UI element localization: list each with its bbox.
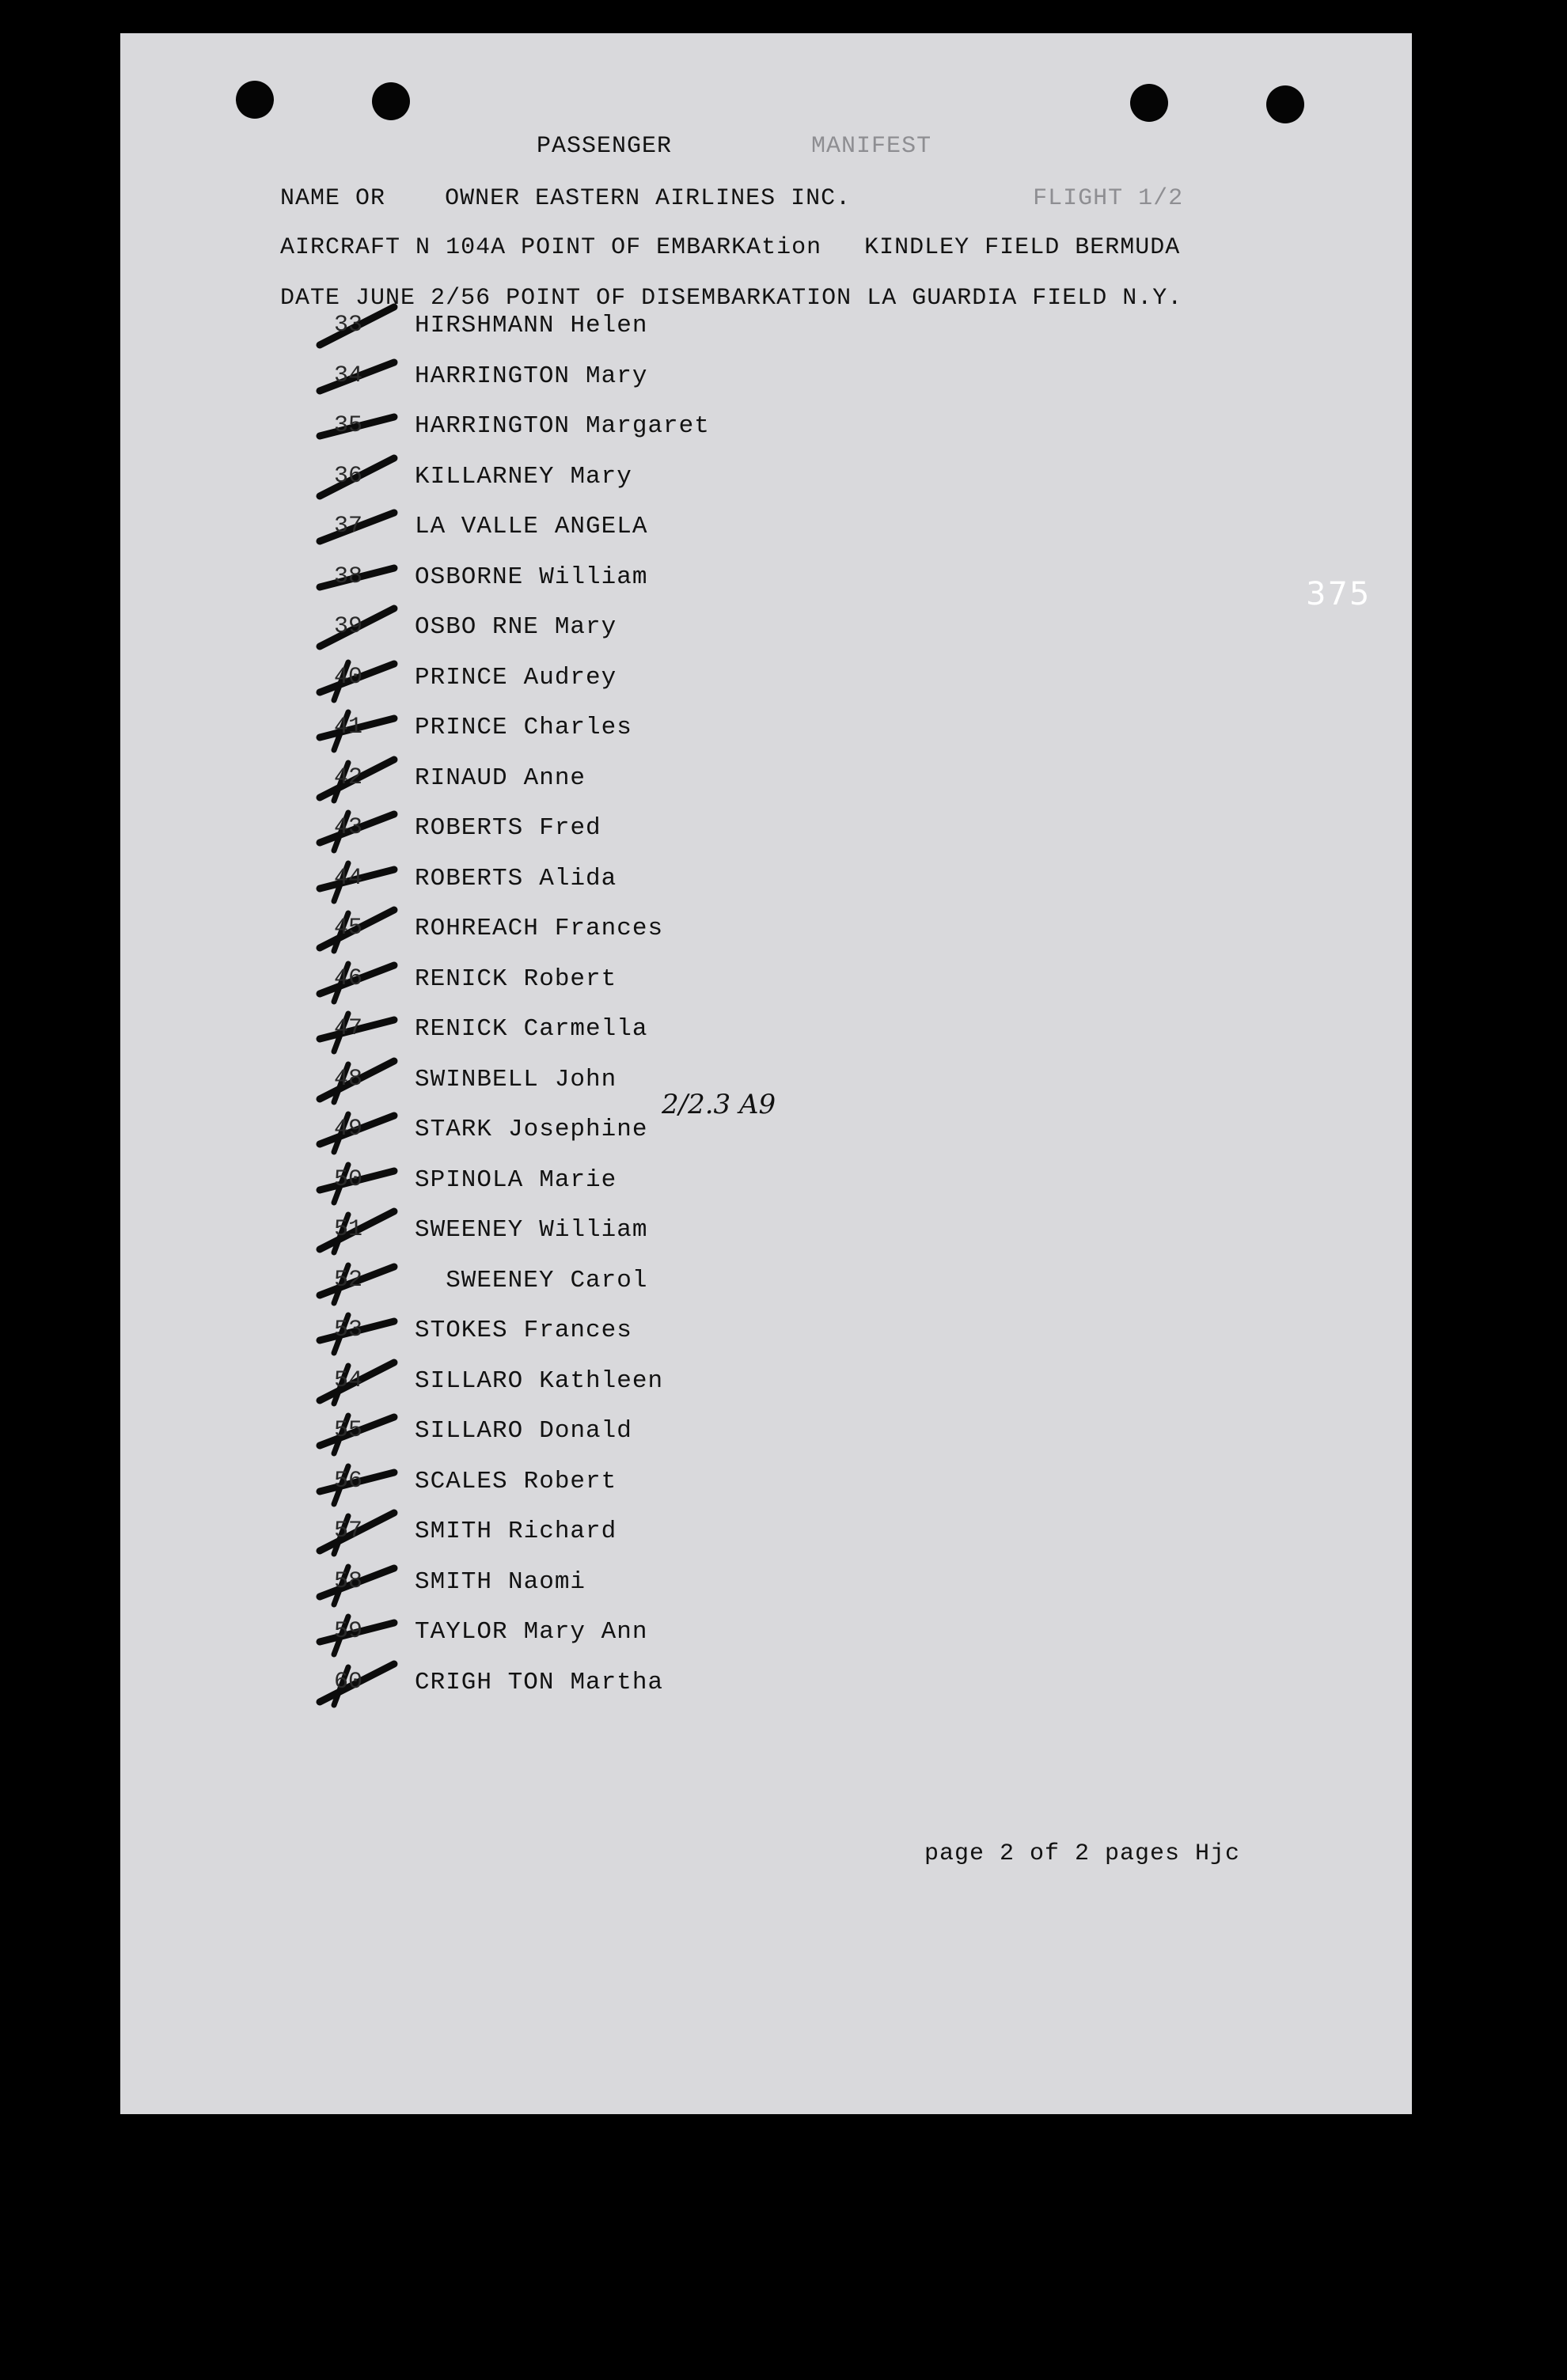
passenger-surname: PRINCE xyxy=(415,663,508,692)
passenger-given-name: Robert xyxy=(523,1467,617,1495)
passenger-row xyxy=(415,1166,617,1194)
passenger-surname: SILLARO xyxy=(415,1366,524,1395)
passenger-row xyxy=(415,1518,617,1545)
passenger-number: 46 xyxy=(334,965,363,992)
passenger-row xyxy=(415,1267,647,1294)
passenger-row xyxy=(415,412,710,440)
passenger-surname: SWINBELL xyxy=(415,1065,539,1093)
passenger-row xyxy=(415,1669,663,1696)
passenger-number: 33 xyxy=(334,312,363,339)
passenger-given-name: Frances xyxy=(523,1317,632,1344)
passenger-row xyxy=(415,1367,663,1395)
passenger-number: 54 xyxy=(334,1366,363,1394)
passenger-given-name: Richard xyxy=(508,1518,617,1545)
passenger-surname: SPINOLA xyxy=(415,1165,524,1194)
passenger-number: 40 xyxy=(334,663,363,691)
passenger-number: 39 xyxy=(334,613,363,640)
passenger-given-name: Naomi xyxy=(508,1567,586,1596)
passenger-given-name: Kathleen xyxy=(539,1366,664,1395)
punch-hole xyxy=(1130,84,1168,122)
passenger-row xyxy=(415,1568,586,1596)
passenger-given-name: Frances xyxy=(554,915,664,942)
passenger-number: 58 xyxy=(334,1567,363,1595)
passenger-surname: OSBO RNE xyxy=(415,613,539,641)
passenger-surname: SMITH xyxy=(415,1518,493,1545)
passenger-row xyxy=(415,1066,617,1093)
punch-hole xyxy=(236,81,274,119)
manifest-title: PASSENGER MANIFEST xyxy=(537,133,932,160)
passenger-number: 41 xyxy=(334,714,363,741)
passenger-number: 45 xyxy=(334,915,363,942)
owner-line: NAME OR OWNER EASTERN AIRLINES INC. FLIGHT 1/2 xyxy=(280,185,1184,212)
passenger-given-name: Fred xyxy=(539,814,601,842)
passenger-given-name: Robert xyxy=(523,965,617,993)
passenger-given-name: Charles xyxy=(523,714,632,741)
passenger-surname: SWEENEY xyxy=(415,1266,555,1294)
passenger-row xyxy=(415,563,647,591)
passenger-surname: SILLARO xyxy=(415,1417,524,1445)
passenger-row xyxy=(415,714,632,741)
passenger-surname: ROHREACH xyxy=(415,915,539,942)
passenger-given-name: Marie xyxy=(539,1165,617,1194)
passenger-given-name: Carol xyxy=(570,1266,648,1294)
passenger-row xyxy=(415,1618,647,1646)
passenger-given-name: William xyxy=(539,563,648,591)
passenger-surname: RENICK xyxy=(415,1015,508,1043)
passenger-given-name: Audrey xyxy=(523,663,617,692)
punch-hole xyxy=(372,82,410,120)
passenger-given-name: Martha xyxy=(570,1668,664,1696)
passenger-surname: ROBERTS xyxy=(415,864,524,892)
passenger-row xyxy=(415,764,586,792)
passenger-surname: RINAUD xyxy=(415,764,508,792)
passenger-surname: STARK xyxy=(415,1116,493,1143)
passenger-given-name: ANGELA xyxy=(554,513,648,540)
passenger-surname: LA VALLE xyxy=(415,513,539,540)
passenger-number: 35 xyxy=(334,412,363,439)
passenger-given-name: Donald xyxy=(539,1417,632,1445)
passenger-row xyxy=(415,362,647,390)
page-number: 375 xyxy=(1306,576,1372,612)
passenger-given-name: Mary Ann xyxy=(523,1618,648,1646)
passenger-given-name: Mary xyxy=(570,462,632,491)
passenger-surname: KILLARNEY xyxy=(415,462,555,491)
passenger-surname: RENICK xyxy=(415,965,508,993)
passenger-row xyxy=(415,965,617,993)
passenger-given-name: Carmella xyxy=(523,1015,648,1043)
passenger-row xyxy=(415,1216,647,1244)
passenger-row xyxy=(415,1116,647,1143)
passenger-row xyxy=(415,865,617,892)
passenger-given-name: John xyxy=(554,1065,617,1093)
passenger-number: 38 xyxy=(334,563,363,590)
passenger-surname: TAYLOR xyxy=(415,1618,508,1646)
passenger-row xyxy=(415,915,663,942)
passenger-number: 49 xyxy=(334,1116,363,1143)
passenger-number: 43 xyxy=(334,814,363,841)
manifest-page xyxy=(120,33,1412,2114)
passenger-row xyxy=(415,1468,617,1495)
passenger-surname: STOKES xyxy=(415,1317,508,1344)
passenger-number: 42 xyxy=(334,764,363,791)
passenger-surname: OSBORNE xyxy=(415,563,524,591)
passenger-given-name: Mary xyxy=(586,362,648,390)
handwritten-note: 2/2.3 A9 xyxy=(662,1089,776,1120)
passenger-number: 60 xyxy=(334,1668,363,1696)
passenger-given-name: Alida xyxy=(539,864,617,892)
passenger-surname: SCALES xyxy=(415,1467,508,1495)
passenger-row xyxy=(415,1015,647,1043)
passenger-surname: HARRINGTON xyxy=(415,362,571,390)
passenger-given-name: William xyxy=(539,1216,648,1244)
passenger-row xyxy=(415,613,617,641)
passenger-number: 48 xyxy=(334,1065,363,1093)
passenger-number: 44 xyxy=(334,864,363,892)
passenger-number: 57 xyxy=(334,1518,363,1544)
passenger-surname: CRIGH TON xyxy=(415,1668,555,1696)
passenger-given-name: Josephine xyxy=(508,1116,648,1143)
passenger-row xyxy=(415,513,647,540)
passenger-given-name: Anne xyxy=(523,764,586,792)
passenger-number: 55 xyxy=(334,1417,363,1444)
passenger-number: 36 xyxy=(334,462,363,490)
passenger-row xyxy=(415,1417,632,1445)
punch-hole xyxy=(1266,85,1304,123)
passenger-row xyxy=(415,664,617,692)
passenger-number: 50 xyxy=(334,1165,363,1193)
page-footer: page 2 of 2 pages Hjc xyxy=(924,1840,1241,1867)
passenger-number: 59 xyxy=(334,1618,363,1645)
passenger-surname: ROBERTS xyxy=(415,814,524,842)
passenger-given-name: Helen xyxy=(570,312,648,339)
date-line: DATE JUNE 2/56 POINT OF DISEMBARKATION LA GUARDIA FIELD N.Y. xyxy=(280,285,1183,312)
passenger-surname: PRINCE xyxy=(415,714,508,741)
passenger-surname: HIRSHMANN xyxy=(415,312,555,339)
passenger-number: 51 xyxy=(334,1216,363,1243)
passenger-given-name: Mary xyxy=(554,613,617,641)
passenger-number: 34 xyxy=(334,362,363,389)
passenger-row xyxy=(415,1317,632,1344)
passenger-surname: HARRINGTON xyxy=(415,412,571,440)
passenger-number: 53 xyxy=(334,1317,363,1343)
passenger-surname: SMITH xyxy=(415,1567,493,1596)
passenger-row xyxy=(415,312,647,339)
passenger-row xyxy=(415,814,601,842)
passenger-number: 37 xyxy=(334,513,363,540)
passenger-row xyxy=(415,463,632,491)
passenger-given-name: Margaret xyxy=(586,412,710,440)
passenger-surname: SWEENEY xyxy=(415,1216,524,1244)
passenger-number: 47 xyxy=(334,1015,363,1042)
aircraft-line: AIRCRAFT N 104A POINT OF EMBARKAtion KINDLEY FIELD BERMUDA xyxy=(280,234,1181,261)
passenger-number: 56 xyxy=(334,1467,363,1495)
passenger-number: 52 xyxy=(334,1266,363,1294)
